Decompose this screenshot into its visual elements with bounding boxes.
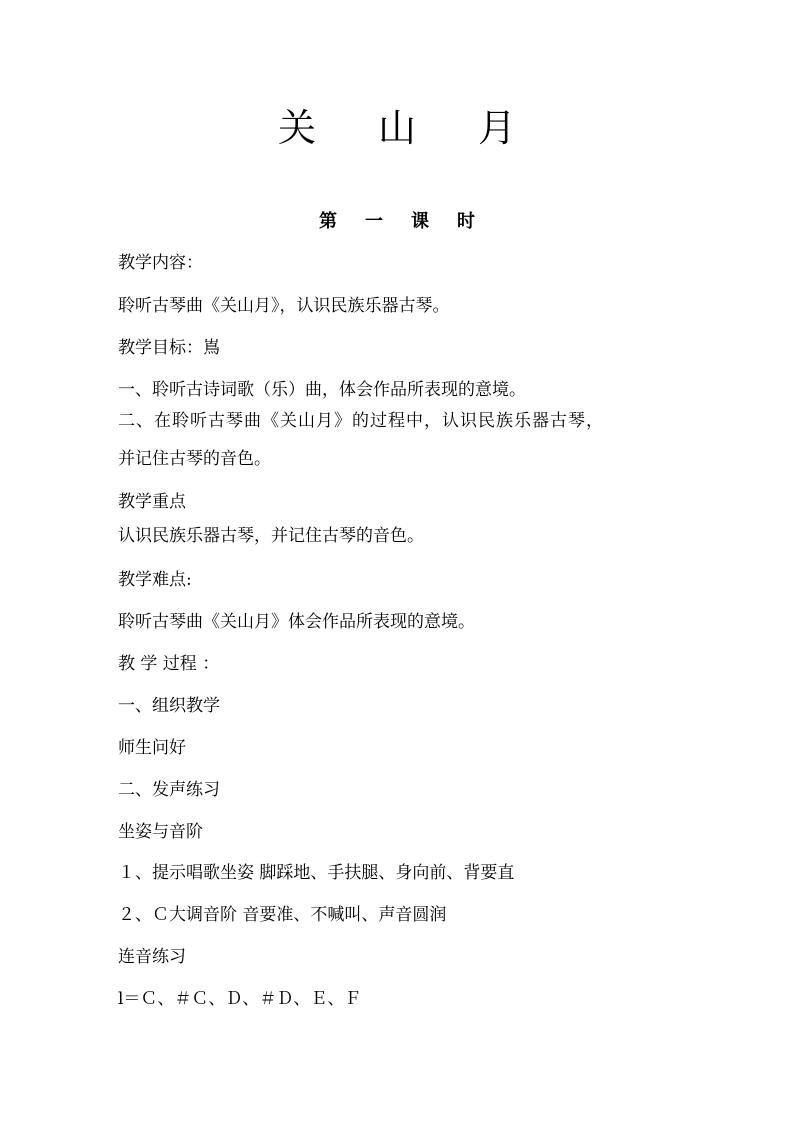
goal-item-1: 一、聆听古诗词歌（乐）曲，体会作品所表现的意境。 <box>118 380 526 400</box>
label-teaching-content: 教学内容： <box>118 253 203 273</box>
label-teaching-process: 教 学 过程 ： <box>118 654 220 674</box>
text-teaching-content: 聆听古琴曲《关山月》，认识民族乐器古琴。 <box>118 296 450 316</box>
text-key-sequence: l＝Ｃ、＃Ｃ、Ｄ、＃Ｄ、Ｅ、Ｆ <box>118 989 362 1009</box>
text-legato-practice: 连音练习 <box>118 947 186 967</box>
label-teaching-goals: 教学目标：嶌 <box>118 338 220 358</box>
process-step-2: 二、发声练习 <box>118 780 220 800</box>
goal-item-2: 二、在聆听古琴曲《关山月》的过程中，认识民族乐器古琴， <box>118 411 604 431</box>
list-item-scale: ２、Ｃ大调音阶 音要准、不喊叫、声音圆润 <box>118 905 447 925</box>
text-posture-scale: 坐姿与音阶 <box>118 822 203 842</box>
text-greeting: 师生问好 <box>118 738 186 758</box>
text-key-points: 认识民族乐器古琴，并记住古琴的音色。 <box>118 526 424 546</box>
lesson-subtitle: 第一课时 <box>319 211 503 232</box>
label-difficult-points: 教学难点: <box>118 570 192 590</box>
process-step-1: 一、组织教学 <box>118 696 220 716</box>
text-difficult-points: 聆听古琴曲《关山月》体会作品所表现的意境。 <box>118 612 475 632</box>
label-key-points: 教学重点 <box>118 492 186 512</box>
page-title: 关山月 <box>277 106 578 150</box>
goal-item-2-continued: 并记住古琴的音色。 <box>118 449 271 469</box>
list-item-posture: １、提示唱歌坐姿 脚踩地、手扶腿、身向前、背要直 <box>118 863 515 883</box>
